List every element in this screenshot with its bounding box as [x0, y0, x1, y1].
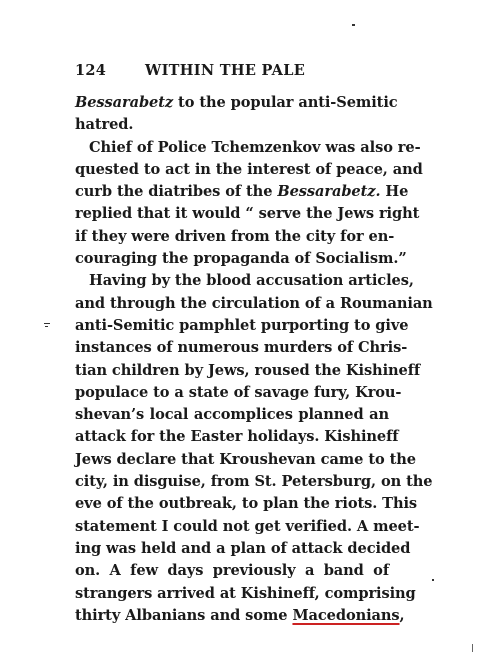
page-number: 124	[75, 62, 107, 79]
text-line: anti-Semitic pamphlet purporting to give	[75, 316, 409, 334]
text-line: instances of numerous murders of Chris-	[75, 339, 408, 357]
text-line: thirty Albanians and some Macedonians,	[75, 606, 405, 624]
running-head	[75, 62, 387, 84]
text-line: populace to a state of savage fury, Krou-	[75, 383, 402, 401]
running-title: WITHIN THE PALE	[145, 62, 306, 79]
text-line: couraging the propaganda of Socialism.”	[75, 250, 407, 268]
italic-text: Bessarabetz	[75, 94, 174, 111]
text-line: and through the circulation of a Roumanian	[75, 294, 433, 312]
text-line: Bessarabetz to the popular anti-Semitic	[75, 94, 398, 111]
text-line: statement I could not get verified. A meet-	[75, 517, 420, 535]
text-line: quested to act in the interest of peace, and	[75, 160, 423, 178]
body-text	[75, 92, 433, 627]
text-line: strangers arrived at Kishineff, comprising	[75, 584, 416, 602]
text-line: if they were driven from the city for en-	[75, 227, 395, 245]
text-line: on. A few days previously a band of	[75, 562, 389, 580]
scan-speck	[44, 323, 50, 324]
scan-speck	[432, 579, 434, 581]
scan-speck	[352, 24, 355, 26]
text-line: hatred.	[75, 116, 134, 134]
text-line: tian children by Jews, roused the Kishineff	[75, 361, 421, 379]
scan-speck	[45, 326, 48, 327]
text-line: eve of the outbreak, to plan the riots. This	[75, 495, 418, 513]
text-line: curb the diatribes of the Bessarabetz. He	[75, 183, 409, 201]
underlined-word: Macedonians	[292, 606, 400, 624]
text-line: Jews declare that Kroushevan came to the	[75, 450, 416, 468]
text-line: Chief of Police Tchemzenkov was also re-	[89, 138, 421, 156]
text-line: replied that it would “ serve the Jews right	[75, 205, 420, 223]
text-line: ing was held and a plan of attack decided	[75, 539, 411, 557]
text-line: shevan’s local accomplices planned an	[75, 406, 389, 424]
text-line: attack for the Easter holidays. Kishineff	[75, 428, 399, 446]
text-line: city, in disguise, from St. Petersburg, on the	[75, 473, 433, 491]
scan-speck	[472, 644, 473, 652]
italic-text: Bessarabetz.	[277, 183, 381, 201]
text-line: Having by the blood accusation articles,	[89, 272, 414, 290]
